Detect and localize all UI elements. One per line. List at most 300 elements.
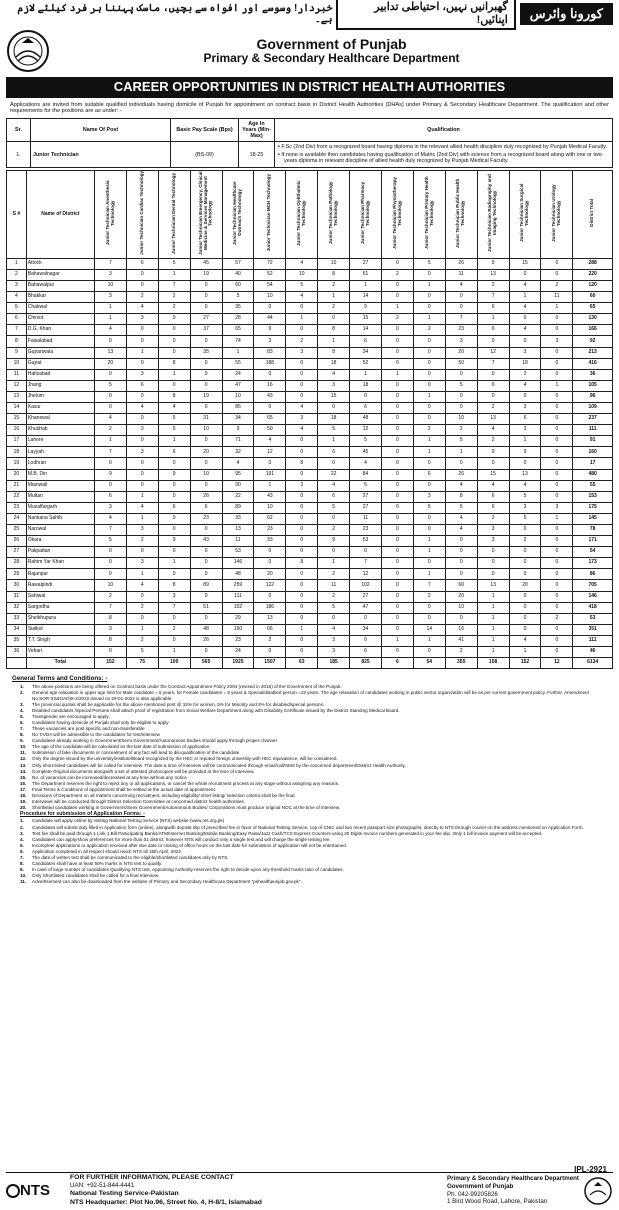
table-cell: 7 [7, 325, 27, 336]
table-cell: 1 [541, 380, 573, 391]
table-cell: 0 [190, 613, 222, 624]
district-name: Chiniot [26, 314, 94, 325]
term-item: 18. Decisions of Department on all matters concerning recruitment, including eligibility/ short listing/ selection criteria shall be the final. [20, 792, 296, 798]
table-cell: 8 [445, 491, 477, 502]
procedure-list [20, 818, 607, 884]
table-cell: 86 [573, 569, 613, 580]
table-cell: 166 [573, 325, 613, 336]
table-cell: 1 [477, 647, 509, 658]
table-cell: 0 [158, 325, 190, 336]
table-cell: 13 [7, 391, 27, 402]
table-cell: 0 [94, 369, 126, 380]
table-cell: 3 [509, 425, 541, 436]
table-cell: 2 [445, 647, 477, 658]
term-item: 3. The provincial quotas shall be applicable for the above mentioned post @ 15% for women, 5% for Minority and 3% for disabled/special persons. [20, 701, 325, 707]
table-cell: 4 [477, 425, 509, 436]
table-cell: 47 [222, 380, 254, 391]
table-cell: 0 [190, 458, 222, 469]
table-cell: 0 [509, 613, 541, 624]
table-cell: 60 [222, 280, 254, 291]
table-cell: 0 [541, 591, 573, 602]
table-cell: 0 [254, 458, 286, 469]
table-cell: 0 [158, 380, 190, 391]
table-cell: 23 [350, 525, 382, 536]
col-discipline: Junior Technician Physiotherapy Technology [381, 171, 413, 259]
table-cell: 0 [286, 602, 318, 613]
table-cell: 0 [477, 569, 509, 580]
table-cell: 0 [381, 391, 413, 402]
procedure-item: 2. Candidates will submit duly filled in Application form (online), alongwith deposit slip of prescribed fee in favor of National Testing Service, cop of CNIC and two recent passport size photographs, directly to NTS through courier on the address mentioned on Application Form. [20, 824, 584, 830]
table-row [7, 391, 613, 402]
table-cell: 0 [94, 558, 126, 569]
table-cell: 0 [381, 547, 413, 558]
table-cell: 55 [222, 358, 254, 369]
table-cell: 35 [222, 303, 254, 314]
term-item: 15. No. of vacancies can be increased/decreased at any time without any notice [20, 774, 187, 780]
table-cell: 3 [126, 447, 158, 458]
table-cell: 1 [381, 369, 413, 380]
terms-title: General Terms and Conditions: - [12, 675, 108, 683]
col-discipline: Junior Technician Dental Technology [158, 171, 190, 259]
table-row [7, 258, 613, 269]
nts-contact [70, 1174, 447, 1207]
table-cell: 23 [222, 635, 254, 646]
table-cell: 10 [7, 358, 27, 369]
table-cell: 2 [541, 280, 573, 291]
table-cell: 19 [7, 458, 27, 469]
table-row [7, 402, 613, 413]
table-cell: 8 [94, 635, 126, 646]
table-cell: 0 [541, 414, 573, 425]
col-discipline: Junior Technician Emergency, Clinical Medicine & Services Management Technology [190, 171, 222, 259]
table-cell: 0 [381, 502, 413, 513]
table-cell: 6 [413, 469, 445, 480]
table-cell: 0 [286, 536, 318, 547]
table-cell: 0 [286, 447, 318, 458]
table-cell: 0 [381, 580, 413, 591]
total-cell: 100 [158, 658, 190, 669]
table-cell: 3 [94, 624, 126, 635]
table-cell: 0 [126, 480, 158, 491]
table-cell: 0 [381, 258, 413, 269]
table-cell: 0 [381, 458, 413, 469]
total-cell: 825 [350, 658, 382, 669]
col-discipline: Junior Technician Urology Technology [541, 171, 573, 259]
term-item: 4. Disabled candidates /Special Persons shall attach proof of registration from Social Welfare Department along with Disability Certificate issued by the District Standing Medical Board. [20, 707, 400, 713]
table-cell: 15 [509, 258, 541, 269]
procedure-item: 11. Advertisement can also be downloaded from the website of Primary and Secondary Healthcare Department "pshealthpunjab.gov.pk". [20, 879, 302, 885]
table-cell: 7 [477, 358, 509, 369]
table-cell: 0 [541, 569, 573, 580]
table-cell: 0 [190, 647, 222, 658]
table-cell: 0 [541, 436, 573, 447]
table-cell: 0 [413, 303, 445, 314]
table-cell: 4 [509, 325, 541, 336]
table-row [7, 536, 613, 547]
table-cell: 0 [509, 602, 541, 613]
table-cell: 3 [126, 369, 158, 380]
term-item: 20. Shortlisted candidates working in Government/Semi Government/Autonomous Bodies/ Corporations must produce original NOC at the time of interview. [20, 805, 341, 811]
table-cell: 11 [7, 369, 27, 380]
total-cell: 152 [509, 658, 541, 669]
table-row [7, 513, 613, 524]
term-item: 11. Submission of fake documents or concealment of any fact will lead to dis-qualification of the candidate [20, 750, 240, 756]
table-row [7, 447, 613, 458]
table-cell: 0 [158, 547, 190, 558]
table-cell: 102 [350, 580, 382, 591]
table-cell: 0 [94, 647, 126, 658]
table-cell: 4 [94, 325, 126, 336]
district-name: Rahim Yar Khan [26, 558, 94, 569]
table-cell: 3 [126, 558, 158, 569]
table-cell: 35 [190, 347, 222, 358]
table-cell: 7 [158, 280, 190, 291]
table-cell: 44 [254, 314, 286, 325]
nts-icon [6, 1184, 20, 1198]
table-cell: 15 [7, 414, 27, 425]
table-cell: 5 [158, 258, 190, 269]
table-cell: 4 [509, 635, 541, 646]
table-cell: 0 [286, 391, 318, 402]
table-row [7, 414, 613, 425]
table-cell: 186 [254, 602, 286, 613]
table-cell: 3 [477, 525, 509, 536]
table-cell: 1 [158, 436, 190, 447]
term-item: 19. Interviews will be conducted through District Selection Committee at concerned district health authorities. [20, 799, 245, 805]
table-cell: 0 [477, 547, 509, 558]
table-cell: 13 [477, 414, 509, 425]
table-row [7, 491, 613, 502]
table-cell: 72 [254, 258, 286, 269]
table-cell: 45 [190, 258, 222, 269]
table-row [7, 336, 613, 347]
table-cell: 65 [573, 303, 613, 314]
table-cell: 0 [190, 480, 222, 491]
table-cell: 0 [413, 602, 445, 613]
table-cell: 0 [381, 624, 413, 635]
table-cell: 2 [94, 591, 126, 602]
dept-gov: Government of Punjab [446, 1182, 514, 1190]
table-cell: 0 [350, 547, 382, 558]
table-cell: 50 [254, 425, 286, 436]
urdu-notice [6, 3, 520, 25]
table-cell: 7 [94, 602, 126, 613]
table-cell: 4 [126, 502, 158, 513]
table-cell: 146 [222, 558, 254, 569]
col-discipline: Junior Technician Pharmacy Technology [350, 171, 382, 259]
table-cell: 0 [190, 547, 222, 558]
table-cell: 145 [573, 513, 613, 524]
table-cell: 65 [222, 325, 254, 336]
table-cell: 0 [541, 547, 573, 558]
table-cell: 1 [477, 613, 509, 624]
table-cell: 43 [254, 491, 286, 502]
table-cell: 0 [318, 547, 350, 558]
urdu-mid: گھبرانیں نہیں، احتیاطی تدابیر اپنائیں! [336, 0, 515, 30]
table-cell: 33 [222, 513, 254, 524]
table-cell: 6 [318, 491, 350, 502]
table-cell: 0 [126, 391, 158, 402]
table-cell: 9 [158, 469, 190, 480]
table-cell: 0 [190, 369, 222, 380]
table-cell: 61 [350, 269, 382, 280]
table-cell: 0 [350, 391, 382, 402]
district-name: Vehari [26, 647, 94, 658]
table-row [7, 569, 613, 580]
table-cell: 0 [381, 647, 413, 658]
table-cell: 416 [573, 358, 613, 369]
table-cell: 5 [94, 536, 126, 547]
district-name: T.T. Singh [26, 635, 94, 646]
total-cell: 6134 [573, 658, 613, 669]
col-discipline: District Total [573, 171, 613, 259]
table-cell: 2 [7, 269, 27, 280]
table-cell: 16 [7, 425, 27, 436]
table-cell: 14 [7, 402, 27, 413]
table-cell: 60 [445, 580, 477, 591]
table-cell: 0 [190, 292, 222, 303]
table-cell: 34 [7, 624, 27, 635]
table-cell: 188 [254, 358, 286, 369]
table-cell: 5 [509, 491, 541, 502]
footer [6, 1172, 613, 1208]
table-cell: 18 [7, 447, 27, 458]
table-cell: 5 [158, 425, 190, 436]
table-cell: 0 [381, 469, 413, 480]
table-cell: 0 [509, 314, 541, 325]
table-cell: 5 [7, 303, 27, 314]
table-row [7, 591, 613, 602]
table-cell: 0 [381, 280, 413, 291]
table-cell: 0 [190, 525, 222, 536]
table-cell: 0 [381, 491, 413, 502]
table-row [7, 303, 613, 314]
table-cell: 351 [573, 624, 613, 635]
table-cell: 0 [286, 525, 318, 536]
table-cell: 52 [350, 358, 382, 369]
col-post: Name Of Post [31, 118, 171, 142]
table-cell: 0 [413, 347, 445, 358]
table-cell: 4 [509, 480, 541, 491]
table-cell: 4 [445, 280, 477, 291]
table-cell: 1 [477, 591, 509, 602]
col-discipline: Junior Technician Primary Health Technology [413, 171, 445, 259]
table-row [7, 292, 613, 303]
table-cell: 5 [445, 502, 477, 513]
district-name: Lahore [26, 436, 94, 447]
col-sr: Sr. [7, 118, 31, 142]
table-cell: 1 [381, 635, 413, 646]
table-cell: 6 [350, 647, 382, 658]
term-item: 2. General age relaxation in upper age limit for Male candidate = 5 years, for Female candidates = 8 years & Special/disabled person =15 years. The age relaxation of candidates working in public sector organization will be as per current government policy. Further, Amendment No.SOR-I(S&GAD)8-2/2022 issued on 26-01-2022 is also applicable. [20, 690, 589, 701]
procedure-item: 5. Incomplete applications or application received after due date or closing of office hours on the last date for submission of application will not be entertained. [20, 842, 348, 848]
table-cell: 0 [413, 480, 445, 491]
table-cell: 22 [7, 491, 27, 502]
table-cell: 0 [381, 425, 413, 436]
table-cell: 0 [254, 303, 286, 314]
table-cell: 43 [190, 536, 222, 547]
table-cell: 8 [318, 269, 350, 280]
table-row [7, 380, 613, 391]
table-cell: 0 [190, 558, 222, 569]
table-cell: 62 [254, 513, 286, 524]
table-cell: 4 [286, 258, 318, 269]
table-cell: 17 [573, 458, 613, 469]
table-cell: 0 [541, 491, 573, 502]
table-cell: 4 [477, 480, 509, 491]
table-row [7, 558, 613, 569]
table-cell: 1 [477, 624, 509, 635]
qual-item: ▪ If none is available then candidates having qualification of Matric (2nd Div) with science from a recognized board along with one or two years diploma in relevant discipline of allied health duly recognized by Punjab Medical Faculty. [278, 151, 602, 164]
table-cell: 7 [94, 525, 126, 536]
table-cell: 1 [318, 336, 350, 347]
table-cell: 7 [350, 558, 382, 569]
table-cell: 1 [445, 447, 477, 458]
table-cell: 0 [541, 558, 573, 569]
table-cell: 0 [413, 292, 445, 303]
table-cell: 48 [222, 569, 254, 580]
table-cell: 0 [541, 391, 573, 402]
table-cell: 0 [190, 336, 222, 347]
table-cell: 89 [190, 580, 222, 591]
table-cell: 9 [222, 425, 254, 436]
table-cell: 34 [222, 414, 254, 425]
table-cell: 5 [318, 425, 350, 436]
table-cell: 2 [413, 591, 445, 602]
table-cell: 2 [318, 591, 350, 602]
post-qual [275, 142, 613, 168]
total-label: Total [26, 658, 94, 669]
district-name: Sahiwal [26, 591, 94, 602]
table-cell: 7 [94, 258, 126, 269]
table-cell: 20 [7, 469, 27, 480]
gov-title: Government of Punjab [256, 36, 407, 53]
table-row [7, 602, 613, 613]
procedure-item: 7. The date of written test shall be communicated to the eligible/shortlisted candidates only by NTS. [20, 854, 229, 860]
table-cell: 0 [381, 536, 413, 547]
table-cell: 1 [541, 513, 573, 524]
table-cell: 8 [286, 458, 318, 469]
table-cell: 3 [126, 525, 158, 536]
table-cell: 0 [541, 314, 573, 325]
table-cell: 35 [7, 635, 27, 646]
table-cell: 6 [350, 336, 382, 347]
table-cell: 3 [509, 347, 541, 358]
table-cell: 0 [413, 358, 445, 369]
table-cell: 29 [7, 569, 27, 580]
table-cell: 3 [445, 336, 477, 347]
table-cell: 0 [445, 402, 477, 413]
table-cell: 175 [573, 502, 613, 513]
table-cell: 111 [222, 591, 254, 602]
table-cell: 7 [158, 602, 190, 613]
table-cell: 24 [7, 513, 27, 524]
table-row [7, 325, 613, 336]
table-cell: 0 [445, 391, 477, 402]
table-cell: 1 [477, 314, 509, 325]
table-cell: 1 [509, 647, 541, 658]
table-row [7, 525, 613, 536]
table-cell: 3 [7, 280, 27, 291]
table-cell: 6 [477, 303, 509, 314]
post-age: 18-25 [239, 142, 275, 168]
table-cell: 2 [413, 325, 445, 336]
table-cell: 0 [445, 458, 477, 469]
table-cell: 9 [254, 325, 286, 336]
col-sno: S # [7, 171, 27, 259]
table-cell: 4 [286, 292, 318, 303]
table-cell: 10 [254, 502, 286, 513]
table-cell: 37 [190, 325, 222, 336]
table-cell: 6 [126, 380, 158, 391]
table-cell: 4 [318, 480, 350, 491]
table-row [7, 280, 613, 291]
table-cell: 23 [254, 525, 286, 536]
table-cell: 0 [477, 336, 509, 347]
table-cell: 11 [445, 269, 477, 280]
table-cell: 2 [381, 314, 413, 325]
table-cell: 1 [318, 436, 350, 447]
total-cell: 54 [413, 658, 445, 669]
table-cell: 0 [541, 402, 573, 413]
term-item: 13. Only short-listed candidates will be called for interview. The date & time of interview will be communicated through email/call/SMS by the concerned department/District Health Authority. [20, 762, 406, 768]
table-cell: 173 [573, 558, 613, 569]
table-cell: 259 [222, 580, 254, 591]
table-cell: 3 [254, 336, 286, 347]
procedure-item: 3. Test fee shall be paid through 1 Link 1 Bill Participating Banks/ATM/Internet Banking/Mobile Banking/Easy Paisa/Jazz Cash/TCS Express Counters using 20 Digits Invoice numbers generated in your fee slip. Only 1 bill invoice payment will be accepted. [20, 830, 543, 836]
table-cell: 8 [94, 613, 126, 624]
table-cell: 9 [509, 447, 541, 458]
procedure-item: 9. In case of large number of candidates Qualifying NTS test, Appointing Authority reserves the right to decide upon any threshold marks ratio of candidates. [20, 867, 344, 873]
table-cell: 0 [509, 547, 541, 558]
table-cell: 13 [94, 347, 126, 358]
table-cell: 4 [318, 624, 350, 635]
table-cell: 1 [477, 602, 509, 613]
table-cell: 1 [126, 347, 158, 358]
table-cell: 0 [126, 469, 158, 480]
table-cell: 6 [7, 314, 27, 325]
table-cell: 0 [509, 269, 541, 280]
table-cell: 0 [381, 558, 413, 569]
table-cell: 213 [573, 347, 613, 358]
table-cell: 12 [350, 569, 382, 580]
total-cell: 75 [126, 658, 158, 669]
district-name: D.G. Khan [26, 325, 94, 336]
table-cell: 1 [318, 558, 350, 569]
table-cell: 8 [158, 580, 190, 591]
table-cell: 0 [350, 635, 382, 646]
table-row [7, 358, 613, 369]
term-item: 8. No TA/DA will be admissible to the candidates for test/interview [20, 732, 161, 738]
table-cell: 15 [350, 314, 382, 325]
col-discipline: Junior Technician MCH Technology [254, 171, 286, 259]
table-cell: 0 [286, 580, 318, 591]
contact-hq: NTS Headquarter: Plot No.96, Street No. 4, H-8/1, Islamabad [70, 1198, 262, 1206]
table-cell: 0 [381, 525, 413, 536]
table-cell: 0 [286, 436, 318, 447]
table-cell: 20 [94, 358, 126, 369]
total-cell: 63 [286, 658, 318, 669]
district-name: Sargodha [26, 602, 94, 613]
district-name: Gujranwala [26, 347, 94, 358]
table-cell: 2 [126, 536, 158, 547]
table-cell: 3 [318, 647, 350, 658]
dept-phone: Ph. 042-99205826 [446, 1190, 498, 1198]
table-cell: 1 [541, 303, 573, 314]
table-cell: 47 [350, 602, 382, 613]
table-cell: 0 [413, 558, 445, 569]
table-row [7, 647, 613, 658]
